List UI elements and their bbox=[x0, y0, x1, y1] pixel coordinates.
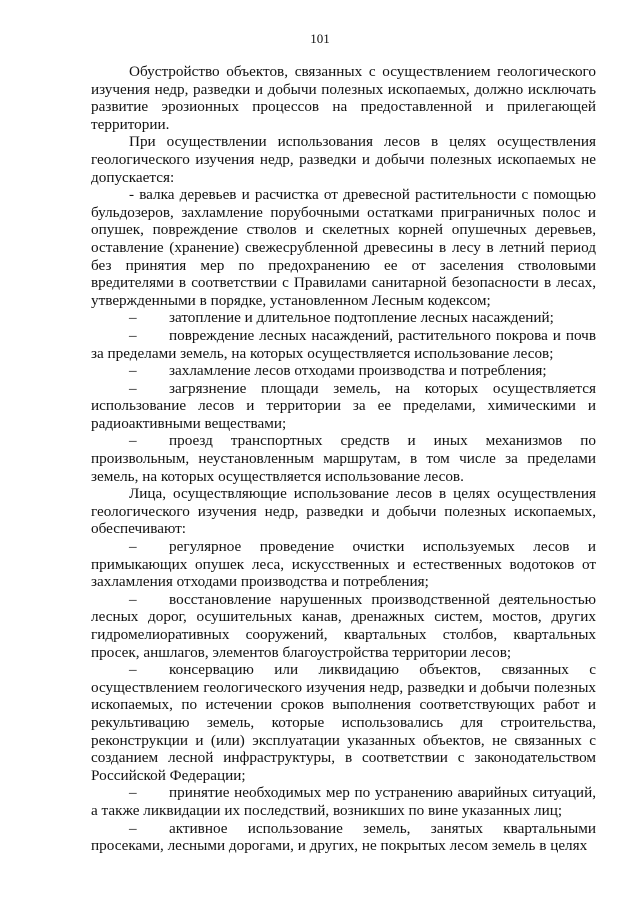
paragraph: Лица, осуществляющие использование лесов в целях осуществления геологического изучения недр, разведки и добычи полезных ископаемых, обеспечивают: bbox=[91, 485, 596, 538]
list-item-text: повреждение лесных насаждений, растительного покрова и почв за пределами земель, на которых осуществляется использование лесов; bbox=[91, 326, 596, 362]
dash-marker: – bbox=[129, 379, 137, 397]
list-item bbox=[91, 661, 596, 784]
paragraph: - валка деревьев и расчистка от древесной растительности с помощью бульдозеров, захламление порубочными остатками приграничных полос и опушек, повреждение стволов и скелетных корней опушечных деревьев, оставление (хранение) свежесрубленной древесины в лесу в летний период без принятия мер по предохранению ее от заселения стволовыми вредителями в соответствии с Правилами санитарной безопасности в лесах, утвержденными в порядке, установленном Лесным кодексом; bbox=[91, 186, 596, 309]
dash-marker: – bbox=[129, 590, 137, 608]
list-item-text: затопление и длительное подтопление лесных насаждений; bbox=[169, 309, 554, 327]
list-item-text: регулярное проведение очистки используемых лесов и примыкающих опушек леса, искусственных и естественных водотоков от захламления отходами производства и потребления; bbox=[91, 538, 596, 591]
list-item bbox=[91, 538, 596, 591]
list-item bbox=[91, 327, 596, 362]
dash-marker: – bbox=[129, 326, 137, 344]
dash-marker: – bbox=[129, 538, 137, 556]
list-item bbox=[91, 820, 596, 855]
list-item bbox=[91, 380, 596, 433]
dash-marker: – bbox=[129, 432, 137, 450]
list-item-text: проезд транспортных средств и иных механизмов по произвольным, неустановленным маршрутам, в том числе за пределами земель, на которых осуществляется использование лесов. bbox=[91, 432, 596, 485]
list-item bbox=[91, 784, 596, 819]
list-item bbox=[91, 362, 596, 380]
list-item-text: загрязнение площади земель, на которых осуществляется использование лесов и территории за ее пределами, химическими и радиоактивными веществами; bbox=[91, 379, 596, 432]
paragraph: При осуществлении использования лесов в целях осуществления геологического изучения недр, разведки и добычи полезных ископаемых не допускается: bbox=[91, 133, 596, 186]
dash-marker: – bbox=[129, 784, 137, 802]
page-number: 101 bbox=[310, 31, 330, 46]
list-item bbox=[91, 432, 596, 485]
dash-marker: – bbox=[129, 819, 137, 837]
list-item-text: принятие необходимых мер по устранению аварийных ситуаций, а также ликвидации их последствий, возникших по вине указанных лиц; bbox=[91, 784, 596, 819]
list-item-text: восстановление нарушенных производственной деятельностью лесных дорог, осушительных канав, дренажных систем, мостов, других гидромелиоративных сооружений, квартальных столбов, квартальных просек, аншлагов, элементов благоустройства территории лесов; bbox=[91, 590, 596, 661]
list-item-text: консервацию или ликвидацию объектов, связанных с осуществлением геологического изучения недр, разведки и добычи полезных ископаемых, по истечении сроков выполнения соответствующих работ и рекультивацию земель, которые использовались для строительства, реконструкции и (или) эксплуатации указанных объектов, не связанных с созданием лесной инфраструктуры, в соответствии с законодательством Российской Федерации; bbox=[91, 661, 596, 784]
list-item-text: активное использование земель, занятых квартальными просеками, лесными дорогами, и других, не покрытых лесом земель в целях bbox=[91, 819, 596, 855]
dash-marker: – bbox=[129, 309, 137, 327]
list-item bbox=[91, 591, 596, 661]
list-item-text: захламление лесов отходами производства и потребления; bbox=[169, 362, 547, 380]
list-item bbox=[91, 309, 596, 327]
page-body bbox=[91, 63, 596, 855]
paragraph: Обустройство объектов, связанных с осуществлением геологического изучения недр, разведки и добычи полезных ископаемых, должно исключать развитие эрозионных процессов на предоставленной и прилегающей территории. bbox=[91, 63, 596, 133]
dash-marker: – bbox=[129, 362, 137, 380]
dash-marker: – bbox=[129, 661, 137, 679]
